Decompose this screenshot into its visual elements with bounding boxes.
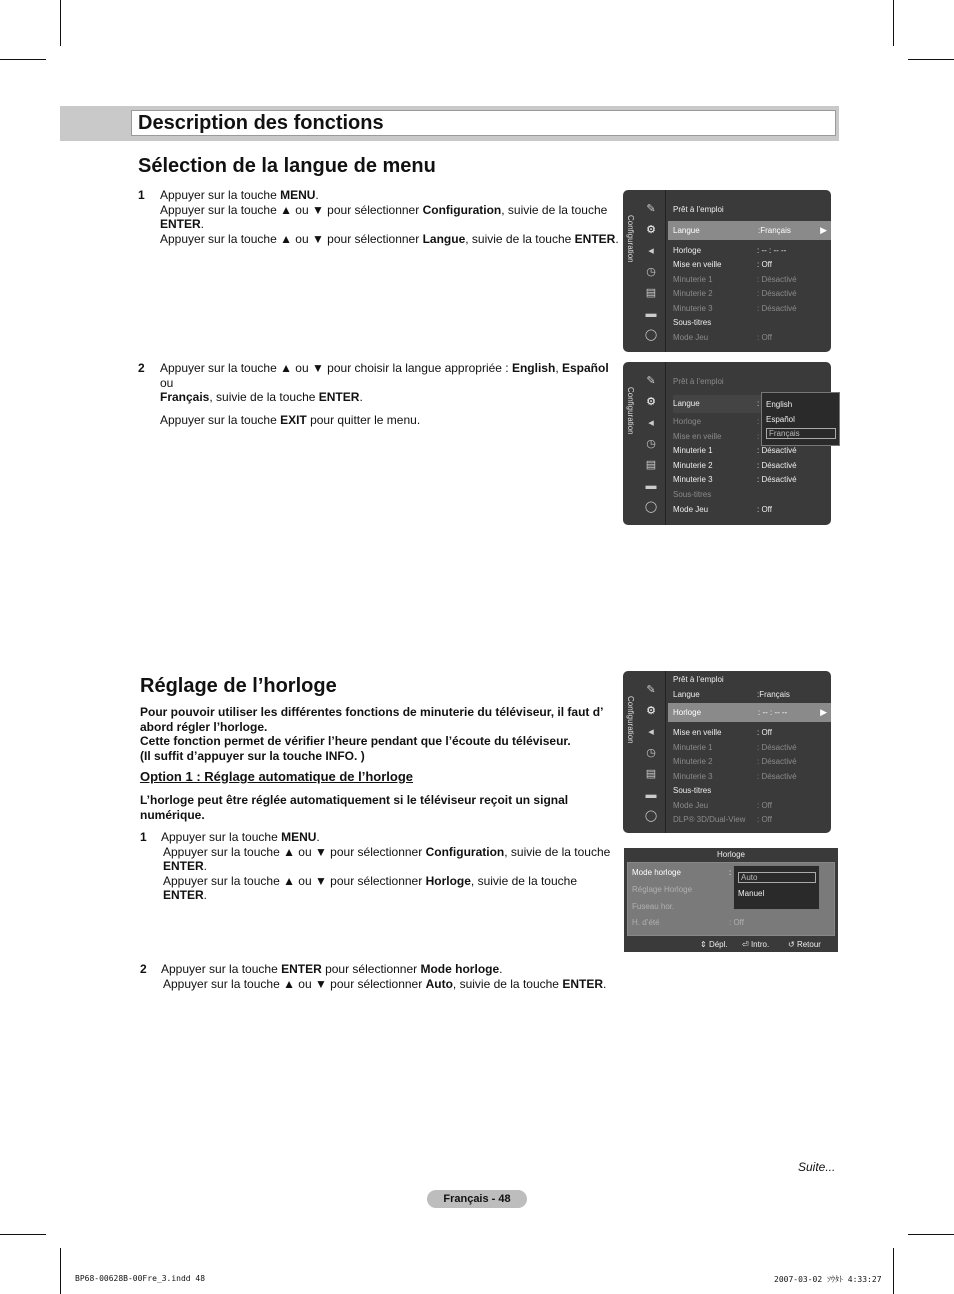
- option-english[interactable]: English: [766, 400, 793, 409]
- step-1-text: Appuyer sur la touche MENU. Appuyer sur la touche ▲ ou ▼ pour sélectionner Configuration, suivie de la touche ENTER. Appuyer sur la touche ▲ ou ▼ pour sélectionner Horloge, suivie de la touche ENTER.: [161, 830, 611, 903]
- menu-item[interactable]: Sous-titres: [673, 490, 712, 499]
- gear-icon: ⚙: [646, 396, 656, 408]
- channel-icon: ▤: [645, 768, 657, 780]
- menu-item[interactable]: Sous-titres: [673, 318, 712, 327]
- crop-mark: [908, 1234, 954, 1235]
- menu-item[interactable]: Minuterie 1 : Désactivé: [673, 743, 797, 752]
- heading-clock-setting: Réglage de l’horloge: [140, 675, 337, 697]
- section-title: Description des fonctions: [138, 112, 384, 134]
- auto-note: L’horloge peut être réglée automatiquement si le téléviseur reçoit un signal numérique.: [140, 793, 569, 822]
- updown-icon: ⇕: [700, 940, 709, 949]
- menu-item[interactable]: Minuterie 2 : Désactivé: [673, 757, 797, 766]
- menu-item[interactable]: Prêt à l’emploi: [673, 205, 724, 214]
- menu-item[interactable]: Prêt à l’emploi: [673, 377, 724, 386]
- picture-icon: ▬: [645, 789, 657, 801]
- input-icon: ✎: [646, 203, 656, 215]
- menu-item[interactable]: Minuterie 3 : Désactivé: [673, 772, 797, 781]
- picture-icon: ▬: [645, 308, 657, 320]
- menu-item[interactable]: Langue :Français: [673, 690, 790, 699]
- sound-icon: ◂: [648, 245, 654, 257]
- menu-screen-language: [623, 190, 831, 352]
- channel-icon: ▤: [645, 459, 657, 471]
- menu-item[interactable]: Horloge :: [673, 417, 760, 426]
- menu-item-reglage-horloge[interactable]: Réglage Horloge: [632, 885, 693, 894]
- crop-mark: [0, 1234, 46, 1235]
- clock-mode-popup: [733, 865, 820, 910]
- crop-mark: [60, 0, 61, 46]
- step-1-text: Appuyer sur la touche MENU. Appuyer sur la touche ▲ ou ▼ pour sélectionner Configuration, suivie de la touche ENTER. Appuyer sur la touche ▲ ou ▼ pour sélectionner Langue, suivie de la touche ENTER.: [160, 188, 619, 246]
- crop-mark: [893, 0, 894, 46]
- menu-item[interactable]: Mise en veille :: [673, 432, 760, 441]
- crop-mark: [908, 59, 954, 60]
- nav-return: ↺ Retour: [788, 940, 821, 949]
- step-number: 1: [138, 188, 145, 202]
- crop-mark: [893, 1248, 894, 1294]
- picture-icon: ▬: [645, 480, 657, 492]
- arrow-right-icon: ▶: [820, 225, 827, 235]
- gear-icon: ⚙: [646, 224, 656, 236]
- menu-item[interactable]: Horloge : -- : -- --: [673, 246, 787, 255]
- support-icon: ◯: [644, 501, 658, 513]
- return-icon: ↺: [788, 940, 797, 949]
- menu-item[interactable]: DLP® 3D/Dual-View : Off: [673, 815, 772, 824]
- menu-item-selected[interactable]: Langue :: [673, 395, 831, 413]
- menu-item[interactable]: Minuterie 1 : Désactivé: [673, 446, 797, 455]
- step-2-text: Appuyer sur la touche ENTER pour sélectionner Mode horloge. Appuyer sur la touche ▲ ou ▼ pour sélectionner Auto, suivie de la touche ENTER.: [161, 962, 607, 991]
- menu-item[interactable]: Prêt à l’emploi: [673, 675, 724, 684]
- step-2-text: Appuyer sur la touche ▲ ou ▼ pour choisir la langue appropriée : English, Español ou Français, suivie de la touche ENTER. Appuyer sur la touche EXIT pour quitter le menu.: [160, 361, 609, 427]
- option-manuel[interactable]: Manuel: [738, 889, 765, 898]
- step-number: 1: [140, 830, 147, 844]
- slug-file: BP68-00628B-00Fre_3.indd 48: [75, 1274, 206, 1283]
- clock-icon: ◷: [646, 747, 656, 759]
- clock-icon: ◷: [646, 438, 656, 450]
- menu-item[interactable]: Mise en veille : Off: [673, 260, 772, 269]
- menu-item[interactable]: Mise en veille : Off: [673, 728, 772, 737]
- support-icon: ◯: [644, 329, 658, 341]
- suite-link: Suite...: [798, 1160, 836, 1174]
- language-popup: [761, 392, 840, 446]
- menu-item[interactable]: Minuterie 1 : Désactivé: [673, 275, 797, 284]
- menu-item-selected[interactable]: Langue :Français ▶: [668, 221, 831, 240]
- menu-item-heure-ete[interactable]: H. d’été: [632, 918, 660, 927]
- input-icon: ✎: [646, 684, 656, 696]
- intro-text: Pour pouvoir utiliser les différentes fonctions de minuterie du téléviseur, il faut d’ abord régler l’horloge. Cette fonction permet de vérifier l’heure pendant que l’écoute du téléviseur. (Il suffit d’appuyer sur la touche INFO. ): [140, 705, 604, 763]
- menu-side-label: Configuration: [626, 696, 635, 744]
- menu-item-selected[interactable]: Horloge : -- : -- -- ▶: [668, 703, 831, 722]
- slug-date: 2007-03-02 ｿｳﾀﾄ 4:33:27: [774, 1275, 882, 1284]
- clock-icon: ◷: [646, 266, 656, 278]
- heading-menu-language: Sélection de la langue de menu: [138, 155, 436, 177]
- menu-item[interactable]: Mode Jeu : Off: [673, 333, 772, 342]
- step-number: 2: [140, 962, 147, 976]
- menu-item-value: : Off: [729, 918, 744, 927]
- menu-item[interactable]: Minuterie 3 : Désactivé: [673, 304, 797, 313]
- menu-item[interactable]: Mode Jeu : Off: [673, 801, 772, 810]
- input-icon: ✎: [646, 375, 656, 387]
- option-heading: Option 1 : Réglage automatique de l’horloge: [140, 769, 414, 784]
- menu-side-label: Configuration: [626, 215, 635, 263]
- option-auto[interactable]: Auto: [738, 872, 816, 883]
- menu-item-fuseau[interactable]: Fuseau hor.: [632, 902, 675, 911]
- sound-icon: ◂: [648, 417, 654, 429]
- page-number: Français - 48: [427, 1190, 527, 1208]
- option-francais[interactable]: Français: [766, 428, 836, 439]
- menu-item-value: :: [729, 868, 732, 877]
- menu-item-mode-horloge[interactable]: Mode horloge: [632, 868, 681, 877]
- menu-side-label: Configuration: [626, 387, 635, 435]
- clock-submenu-title: Horloge: [716, 850, 745, 859]
- menu-screen-clock: [623, 671, 831, 833]
- nav-enter: ⏎ Intro.: [742, 940, 770, 949]
- menu-item[interactable]: Sous-titres: [673, 786, 712, 795]
- step-number: 2: [138, 361, 145, 375]
- crop-mark: [60, 1248, 61, 1294]
- option-espanol[interactable]: Español: [766, 415, 795, 424]
- channel-icon: ▤: [645, 287, 657, 299]
- crop-mark: [0, 59, 46, 60]
- arrow-right-icon: ▶: [820, 707, 827, 717]
- menu-item[interactable]: Minuterie 2 : Désactivé: [673, 461, 797, 470]
- menu-item[interactable]: Mode Jeu : Off: [673, 505, 772, 514]
- menu-item[interactable]: Minuterie 3 : Désactivé: [673, 475, 797, 484]
- enter-icon: ⏎: [742, 940, 751, 949]
- support-icon: ◯: [644, 810, 658, 822]
- sound-icon: ◂: [648, 726, 654, 738]
- nav-move: ⇕ Dépl.: [700, 940, 728, 949]
- menu-item[interactable]: Minuterie 2 : Désactivé: [673, 289, 797, 298]
- gear-icon: ⚙: [646, 705, 656, 717]
